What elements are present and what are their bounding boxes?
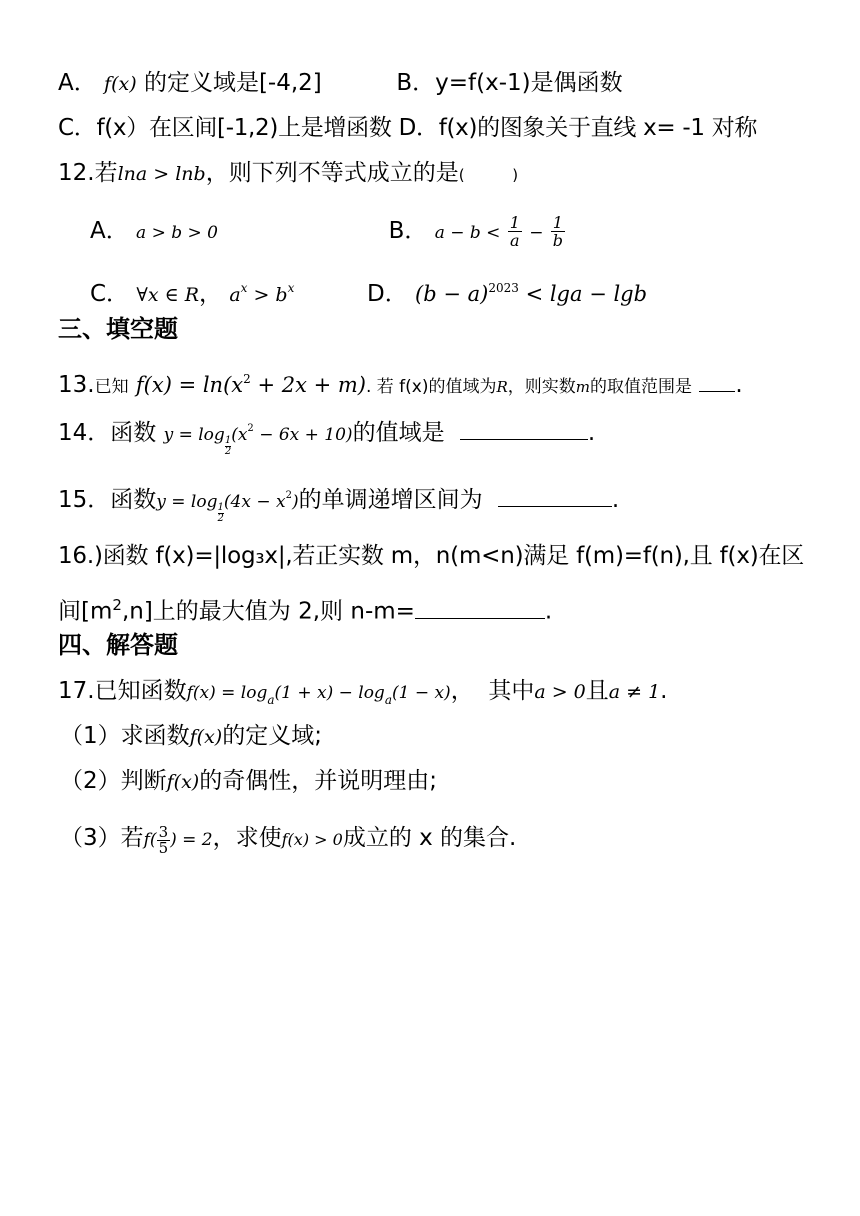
f-open: f( [143, 830, 157, 850]
gt-b: > b [247, 284, 288, 306]
q17-cond2: a ≠ 1 [608, 681, 661, 703]
q16-line2b: ,n]上的最大值为 2,则 n-m= [121, 598, 415, 625]
q12-option-b-minus: − [529, 223, 544, 243]
q12-option-d-label: D． [367, 281, 408, 307]
part1-a: （1）求函数 [60, 723, 190, 749]
q17-text2: 且 [585, 678, 609, 704]
frac1-num: 1 [509, 213, 520, 232]
q16-line2a: 间[m [58, 598, 113, 625]
exp-2023: 2023 [488, 281, 519, 295]
q12-option-c-label: C． [90, 281, 130, 307]
part3-math: f(x) > 0 [281, 830, 343, 849]
q12-options-ab [90, 214, 565, 249]
base-a: a [229, 284, 241, 306]
m1: f(x) = log [186, 683, 268, 703]
part2-b: 的奇偶性，并说明理由; [199, 768, 437, 794]
q13-m: m [575, 378, 591, 396]
q12-option-a-math: a > b > 0 [136, 223, 218, 243]
rest: < lga − lgb [518, 282, 648, 306]
q16-exp: 2 [112, 596, 122, 614]
q17-stem [58, 676, 667, 715]
arg2: ) [291, 492, 299, 512]
q12-prefix: 12.若 [58, 160, 118, 186]
q12-text: ，则下列不等式成立的是 [205, 160, 459, 186]
q12-answer-paren: ( ) [458, 166, 519, 184]
math-b: + 2x + m) [250, 373, 366, 397]
exp-x2: x [287, 281, 295, 295]
q13-small1: 已知 [94, 377, 129, 397]
q15 [58, 481, 619, 524]
arg: (4x − x [223, 492, 286, 512]
q17-part3 [60, 823, 516, 856]
part3-frac [157, 825, 171, 856]
q11-option-a-label: A． [58, 70, 97, 96]
q13-small2: . 若 f(x)的值域为 [365, 377, 497, 397]
exp: 2 [247, 423, 254, 434]
q11-option-a-math: f(x) [104, 73, 137, 95]
base: (b − a) [415, 282, 489, 306]
q13-prefix: 13. [58, 372, 95, 398]
exp: 2 [243, 372, 251, 386]
q16-answer-blank[interactable] [415, 596, 545, 619]
q12-options-cd [90, 273, 647, 310]
base-num: 1 [224, 435, 232, 446]
math-a: f(x) = ln(x [135, 373, 244, 397]
q11-option-a-text: 的定义域是[-4,2] [143, 70, 322, 96]
q17-math [186, 683, 451, 707]
sub-a2: a [384, 693, 392, 707]
part1-b: 的定义域; [222, 723, 322, 749]
m3: (1 − x) [391, 683, 451, 703]
q13-answer-blank[interactable] [699, 369, 735, 392]
frac-num: 3 [158, 823, 169, 841]
q12-option-b-frac1 [508, 214, 522, 249]
q12-condition: lna > lnb [117, 163, 206, 185]
frac2-den: b [552, 231, 564, 250]
base-num: 1 [217, 502, 224, 513]
q14 [58, 414, 595, 457]
sub-a: a [267, 693, 275, 707]
part3-b: ，求使 [212, 825, 282, 851]
q13-end: . [735, 372, 743, 398]
q15-text: 的单调递增区间为 [298, 487, 483, 513]
base-den: 2 [224, 446, 232, 457]
exp: 2 [285, 490, 292, 501]
q11-options-cd [58, 113, 757, 143]
q17-text1: ， 其中 [450, 678, 535, 704]
q13-R: R [496, 378, 508, 396]
part3-c: 成立的 x 的集合. [342, 825, 517, 851]
q17-prefix: 17.已知函数 [58, 678, 187, 704]
q12-option-a-label: A． [90, 218, 129, 244]
q13-small3: ，则实数 [507, 377, 576, 397]
q12-option-b-frac2 [551, 214, 565, 249]
q13-small4: 的取值范围是 [590, 377, 693, 397]
part3-a: （3）若 [60, 825, 144, 851]
q15-math [156, 490, 299, 524]
section-3-title: 三、填空题 [58, 315, 178, 343]
q14-math [163, 423, 353, 457]
base-den: 2 [217, 513, 224, 524]
log: y = log [156, 492, 218, 512]
q17-part2 [60, 766, 437, 797]
q12-stem [58, 158, 518, 190]
q14-end: . [587, 420, 596, 446]
q16-line2 [58, 590, 552, 627]
q11-option-c: C．f(x）在区间[-1,2)上是增函数 [58, 115, 392, 141]
q16-line1: 16.)函数 f(x)=|log₃x|,若正实数 m，n(m<n)满足 f(m)=f(n),且 f(x)在区 [58, 543, 805, 569]
exp-x: x [240, 281, 248, 295]
q12-option-c-comma: ， [199, 281, 223, 307]
q17-end: . [660, 678, 668, 704]
q12-option-c-math2 [229, 281, 295, 306]
frac2-num: 1 [552, 213, 563, 232]
part3-f [143, 823, 213, 857]
q17-cond1: a > 0 [534, 681, 586, 703]
q12-option-c-math1: ∀x ∈ R [136, 284, 200, 306]
q14-prefix: 14．函数 [58, 420, 157, 446]
q14-text: 的值域是 [352, 420, 445, 446]
part1-math: f(x) [189, 726, 223, 748]
q13 [58, 364, 743, 402]
q16-end: . [544, 598, 553, 625]
f-close: ) = 2 [170, 830, 213, 850]
q12-option-b-left: a − b < [434, 223, 501, 243]
q15-prefix: 15．函数 [58, 487, 157, 513]
log: y = log [163, 425, 225, 445]
part2-math: f(x) [166, 771, 200, 793]
q11-options-ab [58, 68, 623, 99]
arg2: − 6x + 10) [253, 425, 353, 445]
frac-den: 5 [158, 839, 169, 857]
q15-end: . [611, 487, 620, 513]
q15-answer-blank[interactable] [498, 484, 612, 507]
q17-part1 [60, 721, 322, 752]
q11-option-d: D．f(x)的图象关于直线 x= -1 对称 [398, 115, 758, 141]
q12-option-b-label: B． [388, 218, 428, 244]
m2: (1 + x) − log [274, 683, 385, 703]
arg: (x [231, 425, 248, 445]
q11-option-b: B．y=f(x-1)是偶函数 [396, 70, 623, 96]
q13-math [136, 373, 366, 397]
frac1-den: a [510, 231, 520, 250]
section-4-title: 四、解答题 [58, 631, 178, 659]
part2-a: （2）判断 [60, 768, 167, 794]
q14-answer-blank[interactable] [460, 417, 588, 440]
q12-option-d-math [415, 282, 647, 306]
